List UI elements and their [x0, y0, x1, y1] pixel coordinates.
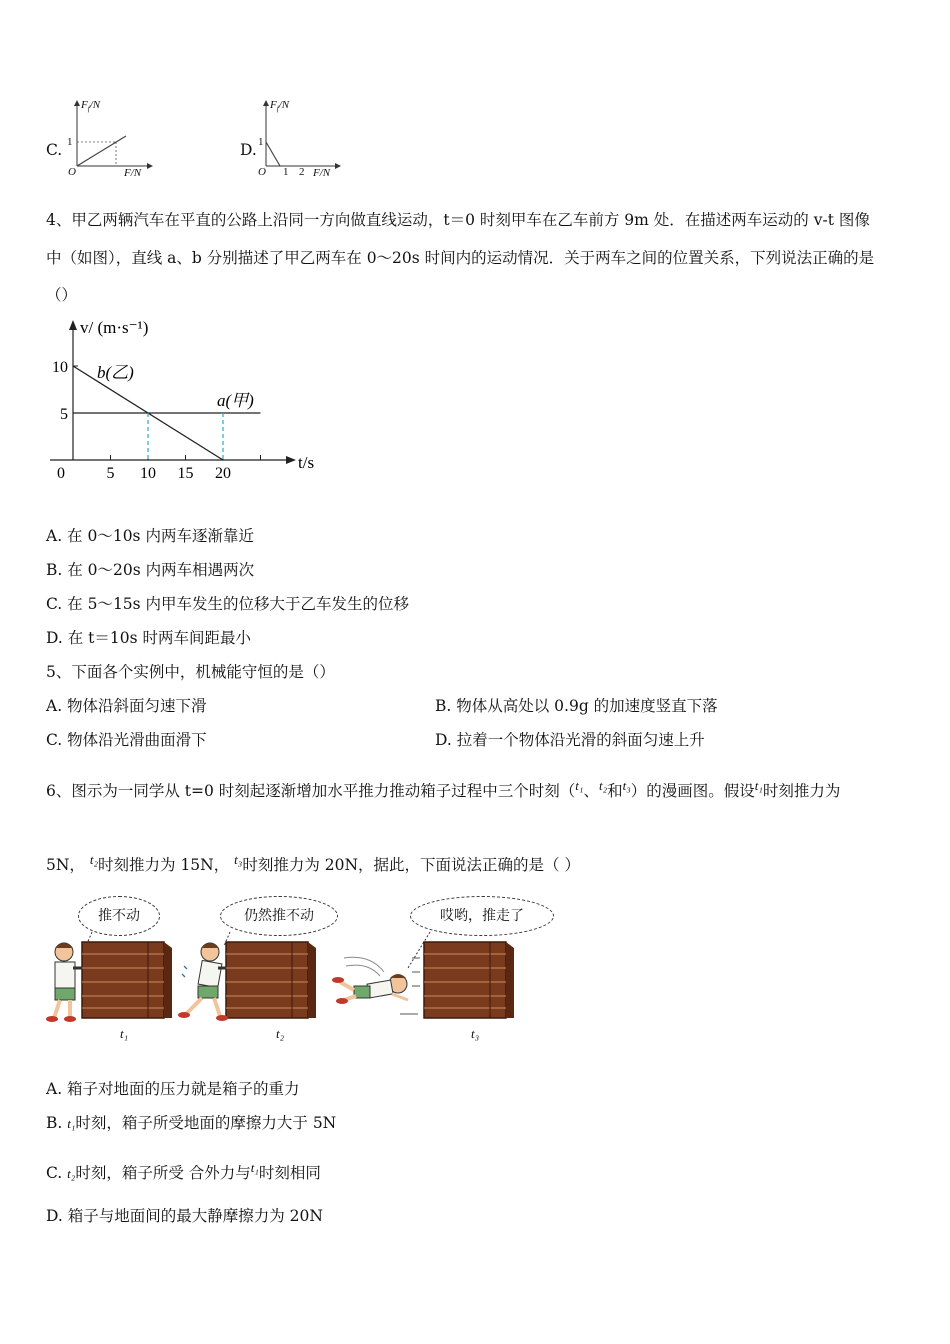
chart-x-tick: 0 [57, 465, 65, 482]
option-c-label: C. [46, 141, 63, 159]
graph-line [266, 142, 280, 166]
q4-option-a: A. 在 0～10s 内两车逐渐靠近 [46, 527, 254, 545]
q5-stem: 5、下面各个实例中，机械能守恒的是（） [46, 663, 335, 681]
crate-t2 [226, 942, 316, 1018]
y-tick: 1 [67, 136, 73, 148]
x-tick: 2 [299, 166, 305, 178]
q5-option-a: A. 物体沿斜面匀速下滑 [46, 697, 207, 715]
option-d-label: D. [240, 141, 257, 159]
chart-series-label-a: a(甲) [217, 391, 254, 410]
time-label-t2: t₂ [276, 1026, 285, 1041]
chart-y-tick-label: 10 [52, 359, 68, 376]
q6-option-a: A. 箱子对地面的压力就是箱子的重力 [46, 1080, 300, 1098]
chart-x-tick-label: 20 [215, 465, 231, 482]
x-tick: 1 [283, 166, 289, 178]
y-axis-label: $F_f/N$ [270, 99, 290, 114]
speech-bubble-t2: 仍然推不动 [220, 896, 338, 936]
q5-option-c: C. 物体沿光滑曲面滑下 [46, 731, 207, 749]
chart-y-label: v/ (m·s⁻¹) [80, 318, 149, 337]
q4-option-c: C. 在 5～15s 内甲车发生的位移大于乙车发生的位移 [46, 595, 410, 613]
speech-bubble-t1: 推不动 [78, 896, 160, 936]
chart-x-tick-label: 10 [140, 465, 156, 482]
chart-y-arrow [69, 320, 77, 330]
chart-x-tick-label: 15 [177, 465, 194, 482]
origin-label: O [68, 166, 76, 178]
q6-option-d: D. 箱子与地面间的最大静摩擦力为 20N [46, 1207, 323, 1225]
cartoon-svg [40, 892, 560, 1052]
chart-series-label-b: b(乙) [97, 363, 134, 382]
kid-t2 [178, 943, 228, 1021]
x-axis-label: F/N [313, 167, 331, 179]
time-label-t3: t₃ [471, 1026, 480, 1041]
q4-stem-line2: 中（如图），直线 a、b 分别描述了甲乙两车在 0～20s 时间内的运动情况．关于两车之间的位置关系，下列说法正确的是 [46, 249, 875, 267]
graph-line [77, 136, 126, 166]
q4-option-b: B. 在 0～20s 内两车相遇两次 [46, 561, 255, 579]
origin-label: O [258, 166, 266, 178]
q6-option-b: B. t₁时刻，箱子所受地面的摩擦力大于 5N [46, 1114, 337, 1132]
q4-stem-line3: （） [46, 286, 78, 304]
chart-y-tick-label: 5 [60, 406, 68, 423]
time-label-t1: t₁ [120, 1026, 129, 1041]
y-tick: 1 [258, 136, 264, 148]
q4-stem-line1: 4、甲乙两辆汽车在平直的公路上沿同一方向做直线运动，t＝0 时刻甲车在乙车前方 9m 处．在描述两车运动的 v-t 图像 [46, 211, 870, 229]
q5-option-d: D. 拉着一个物体沿光滑的斜面匀速上升 [435, 731, 705, 749]
cartoon-illustration [40, 892, 560, 1052]
chart-x-tick-label: 5 [106, 465, 115, 482]
q6-option-c: C. t₂时刻，箱子所受 合外力与$^{t_1}$时刻相同 [46, 1160, 321, 1183]
q4-option-d: D. 在 t＝10s 时两车间距最小 [46, 629, 251, 647]
y-axis-label: $F_f/N$ [81, 99, 101, 114]
kid-t1 [46, 943, 82, 1022]
speech-bubble-t3: 哎哟，推走了 [410, 896, 554, 936]
vt-chart [40, 312, 340, 492]
q5-option-b: B. 物体从高处以 0.9g 的加速度竖直下落 [435, 697, 718, 715]
chart-marks [52, 359, 261, 482]
q6-stem-line2: 5N， $^{t_2}$时刻推力为 15N， $^{t_3}$时刻推力为 20N，据此，下面说法正确的是（ ） [46, 852, 580, 875]
kid-t3 [332, 957, 408, 1004]
chart-x-label: t/s [298, 453, 315, 472]
crate-t1 [82, 942, 172, 1018]
x-axis-label: F/N [124, 167, 142, 179]
q6-stem-line1: 6、图示为一同学从 t=0 时刻起逐渐增加水平推力推动箱子过程中三个时刻（$^{t_1}$、$^{t_2}$和$^{t_3}$）的漫画图。假设$^{t_1}$时刻推力为 [46, 778, 841, 801]
chart-x-arrow [286, 456, 296, 464]
